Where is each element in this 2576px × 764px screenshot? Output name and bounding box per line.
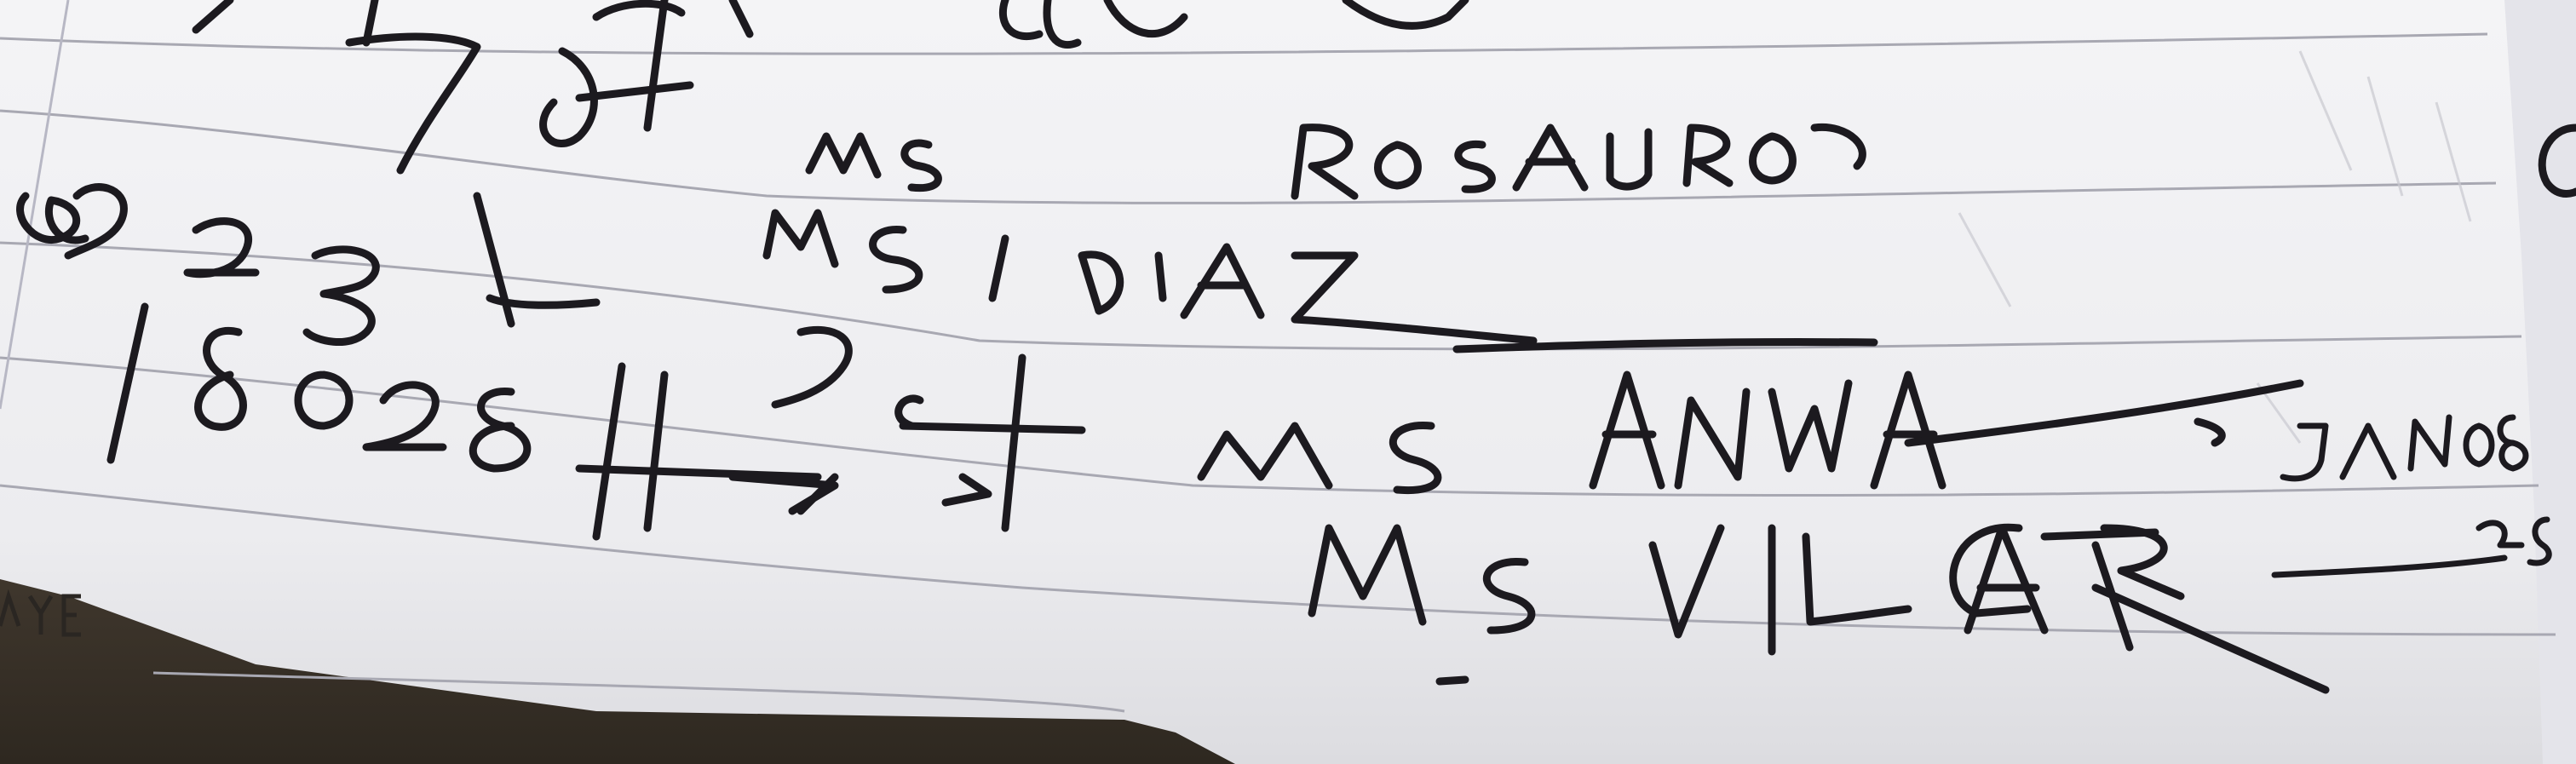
edge-text-aye (0, 596, 81, 635)
